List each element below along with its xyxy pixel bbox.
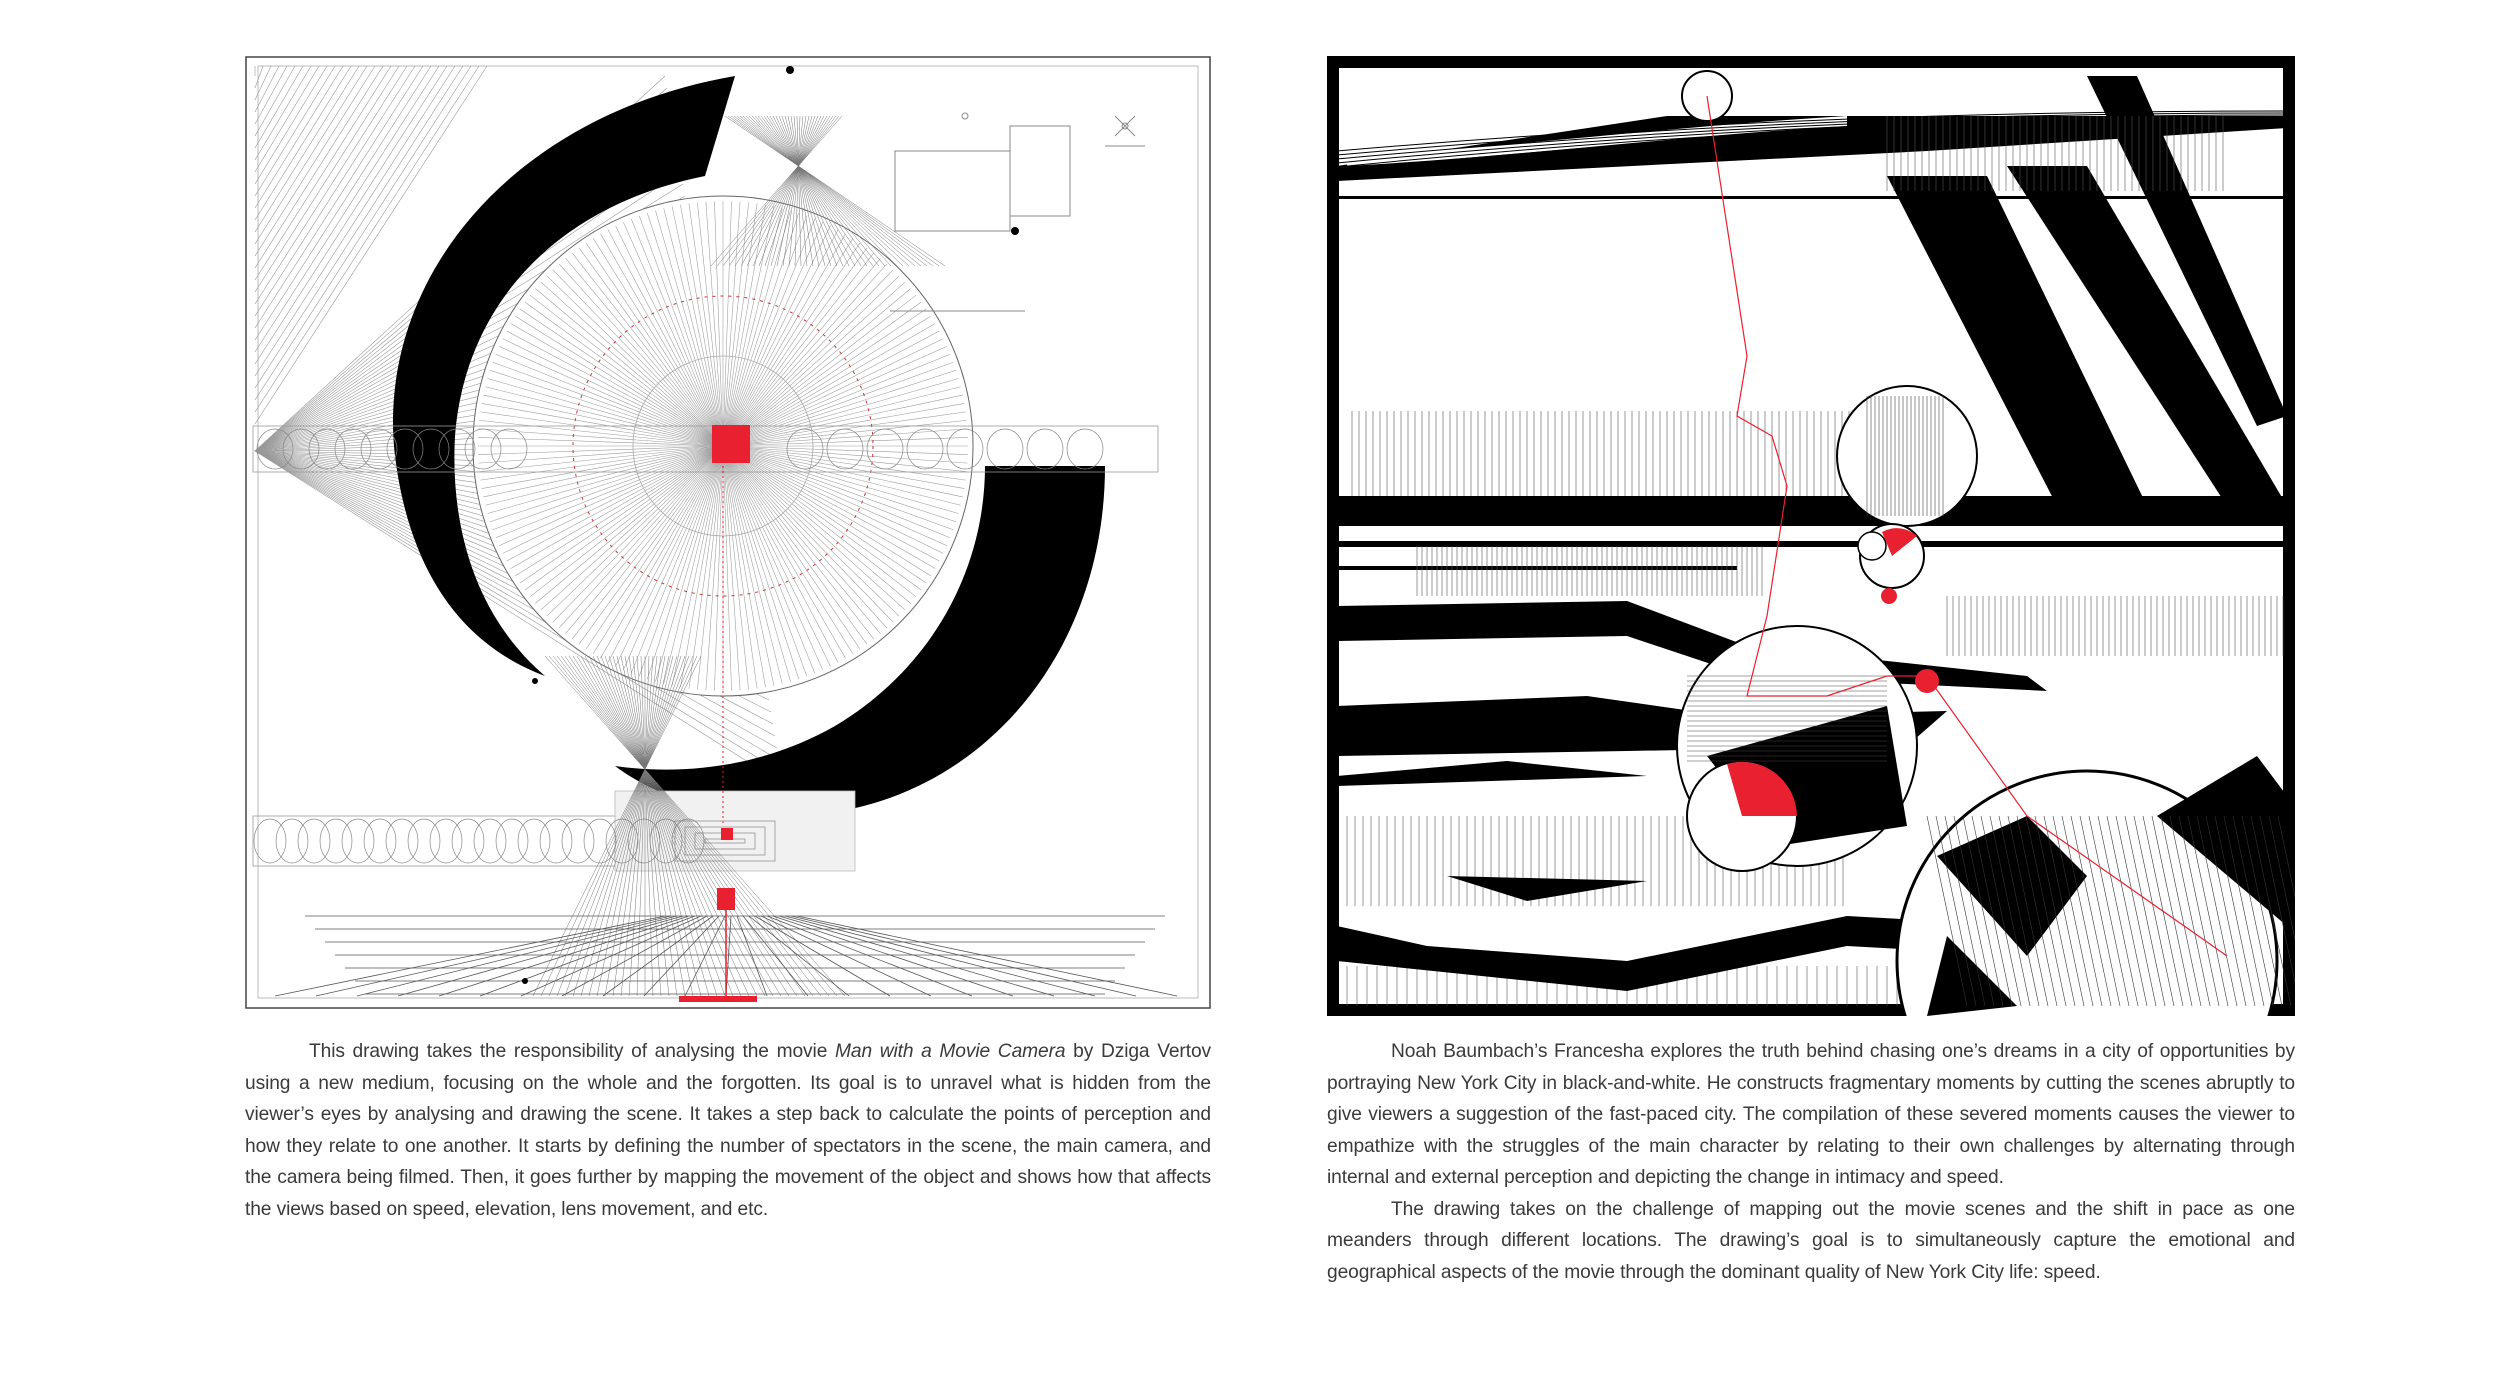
camera-diagram-cluster bbox=[890, 113, 1145, 311]
right-caption bbox=[1327, 1036, 2295, 1288]
right-drawing-svg bbox=[1327, 56, 2295, 1016]
movie-camera-drawing bbox=[245, 56, 1211, 1009]
film-title: Man with a Movie Camera bbox=[834, 1041, 1066, 1062]
left-drawing-svg bbox=[245, 56, 1211, 1009]
francesha-drawing bbox=[1327, 56, 2295, 1016]
right-caption-paragraph-1: Noah Baumbach’s Francesha explores the truth behind chasing one’s dreams in a city of opportunities by portraying New York City in black-and-white. He constructs fragmentary moments by cutting the scenes abruptly to give viewers a suggestion of the fast-paced city. The compilation of these severed moments causes the viewer to empathize with the struggles of the main character by relating to their own challenges by alternating through internal and external perception and depicting the change in intimacy and speed. bbox=[1327, 1041, 2295, 1188]
red-small-square bbox=[721, 828, 733, 840]
red-lower-square bbox=[717, 888, 735, 910]
left-caption-paragraph bbox=[245, 1036, 1211, 1225]
right-caption-paragraph-2: The drawing takes on the challenge of mapping out the movie scenes and the shift in pace as one meanders through different locations. The drawing’s goal is to simultaneously capture the emotional and geographical aspects of the movie through the dominant quality of New York City life: speed. bbox=[1327, 1198, 2295, 1283]
caption-text-part1: This drawing takes the responsibility of analysing the movie bbox=[309, 1041, 835, 1062]
left-caption bbox=[245, 1036, 1211, 1225]
caption-text-part2: by Dziga Vertov using a new medium, focusing on the whole and the forgotten. Its goal is to unravel what is hidden from the viewer’s eyes by analysing and drawing the scene. It takes a step back to calculate the points of perception and how they relate to one another. It starts by defining the number of spectators in the scene, the main camera, and the camera being filmed. Then, it goes further by mapping the movement of the object and shows how that affects the views based on speed, elevation, lens movement, and etc. bbox=[245, 1041, 1212, 1220]
red-camera-square bbox=[712, 425, 750, 463]
